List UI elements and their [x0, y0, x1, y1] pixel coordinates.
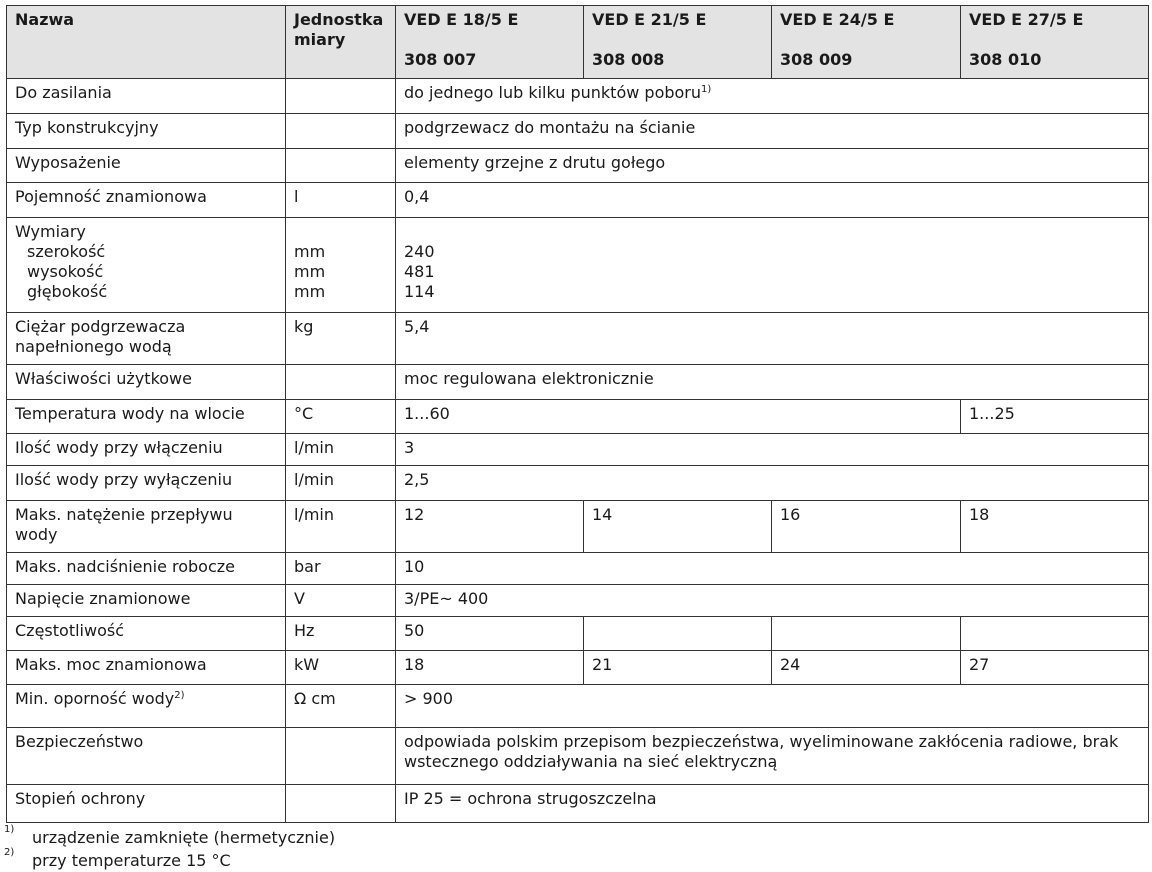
row-value: 1...60 — [396, 400, 961, 434]
row-unit — [286, 365, 396, 400]
table-row — [7, 466, 1149, 501]
row-value-21: 14 — [584, 501, 772, 553]
table-row — [7, 400, 1149, 434]
table-row — [7, 313, 1149, 365]
row-unit: V — [286, 585, 396, 617]
header-model-4: VED E 27/5 E 308 010 — [961, 6, 1149, 79]
table-row — [7, 183, 1149, 218]
row-label: Pojemność znamionowa — [7, 183, 286, 218]
row-value: 0,4 — [396, 183, 1149, 218]
row-label: Stopień ochrony — [7, 785, 286, 823]
row-unit: kg — [286, 313, 396, 365]
row-label: Ciężar podgrzewacza napełnionego wodą — [7, 313, 286, 365]
row-unit — [286, 785, 396, 823]
table-row — [7, 553, 1149, 585]
row-value: 3 — [396, 434, 1149, 466]
row-label: Temperatura wody na wlocie — [7, 400, 286, 434]
header-model-2: VED E 21/5 E 308 008 — [584, 6, 772, 79]
row-value: do jednego lub kilku punktów poboru$^{1)}$ — [396, 79, 1149, 114]
row-label: Częstotliwość — [7, 617, 286, 651]
row-unit: kW — [286, 651, 396, 685]
row-label: Wyposażenie — [7, 149, 286, 183]
row-value-21 — [584, 617, 772, 651]
row-value: 5,4 — [396, 313, 1149, 365]
row-value: > 900 — [396, 685, 1149, 728]
row-value: elementy grzejne z drutu gołego — [396, 149, 1149, 183]
row-unit: Ω cm — [286, 685, 396, 728]
row-unit: l — [286, 183, 396, 218]
row-value-24: 16 — [772, 501, 961, 553]
table-row — [7, 114, 1149, 149]
row-label: Napięcie znamionowe — [7, 585, 286, 617]
row-value: 10 — [396, 553, 1149, 585]
table-row — [7, 685, 1149, 728]
table-row — [7, 365, 1149, 400]
row-value-27: 27 — [961, 651, 1149, 685]
row-unit: l/min — [286, 466, 396, 501]
footnote-ref: 1) — [701, 84, 712, 95]
row-label: Ilość wody przy wyłączeniu — [7, 466, 286, 501]
table-row — [7, 785, 1149, 823]
row-value: moc regulowana elektronicznie — [396, 365, 1149, 400]
row-value-27: 18 — [961, 501, 1149, 553]
row-label: Maks. natężenie przepływu wody — [7, 501, 286, 553]
row-value-18: 12 — [396, 501, 584, 553]
row-value-27 — [961, 617, 1149, 651]
row-label: Do zasilania — [7, 79, 286, 114]
row-unit: Hz — [286, 617, 396, 651]
row-unit: bar — [286, 553, 396, 585]
row-unit: °C — [286, 400, 396, 434]
table-row — [7, 218, 1149, 313]
header-unit: Jednostka miary — [286, 6, 396, 79]
row-label: Ilość wody przy włączeniu — [7, 434, 286, 466]
table-row — [7, 617, 1149, 651]
row-unit — [286, 728, 396, 785]
table-row — [7, 728, 1149, 785]
table-row — [7, 651, 1149, 685]
table-row — [7, 501, 1149, 553]
row-value: 2,5 — [396, 466, 1149, 501]
row-value-24: 24 — [772, 651, 961, 685]
table-row — [7, 79, 1149, 114]
row-value: odpowiada polskim przepisom bezpieczeństwa, wyeliminowane zakłócenia radiowe, brak wstecznego oddziaływania na sieć elektryczną — [396, 728, 1149, 785]
row-label: Min. oporność wody$^{2)}$ — [7, 685, 286, 728]
technical-data-table — [6, 5, 1149, 823]
row-value-21: 21 — [584, 651, 772, 685]
table-row — [7, 434, 1149, 466]
row-label: Wymiary szerokość wysokość głębokość — [7, 218, 286, 313]
row-unit: l/min — [286, 501, 396, 553]
row-label: Właściwości użytkowe — [7, 365, 286, 400]
header-model-1: VED E 18/5 E 308 007 — [396, 6, 584, 79]
header-row — [7, 6, 1149, 79]
row-unit — [286, 149, 396, 183]
row-value: podgrzewacz do montażu na ścianie — [396, 114, 1149, 149]
row-unit — [286, 114, 396, 149]
table-row — [7, 585, 1149, 617]
footnote-ref: 2) — [174, 690, 185, 701]
row-value-24 — [772, 617, 961, 651]
header-name: Nazwa — [7, 6, 286, 79]
table-row — [7, 149, 1149, 183]
row-label: Bezpieczeństwo — [7, 728, 286, 785]
row-value-18: 50 — [396, 617, 584, 651]
row-value: 3/PE~ 400 — [396, 585, 1149, 617]
row-unit — [286, 79, 396, 114]
row-value: IP 25 = ochrona strugoszczelna — [396, 785, 1149, 823]
row-label: Maks. moc znamionowa — [7, 651, 286, 685]
header-model-3: VED E 24/5 E 308 009 — [772, 6, 961, 79]
row-label: Typ konstrukcyjny — [7, 114, 286, 149]
row-value-27: 1...25 — [961, 400, 1149, 434]
row-label: Maks. nadciśnienie robocze — [7, 553, 286, 585]
row-unit: l/min — [286, 434, 396, 466]
row-value: 240 481 114 — [396, 218, 1149, 313]
row-unit: mm mm mm — [286, 218, 396, 313]
row-value-18: 18 — [396, 651, 584, 685]
